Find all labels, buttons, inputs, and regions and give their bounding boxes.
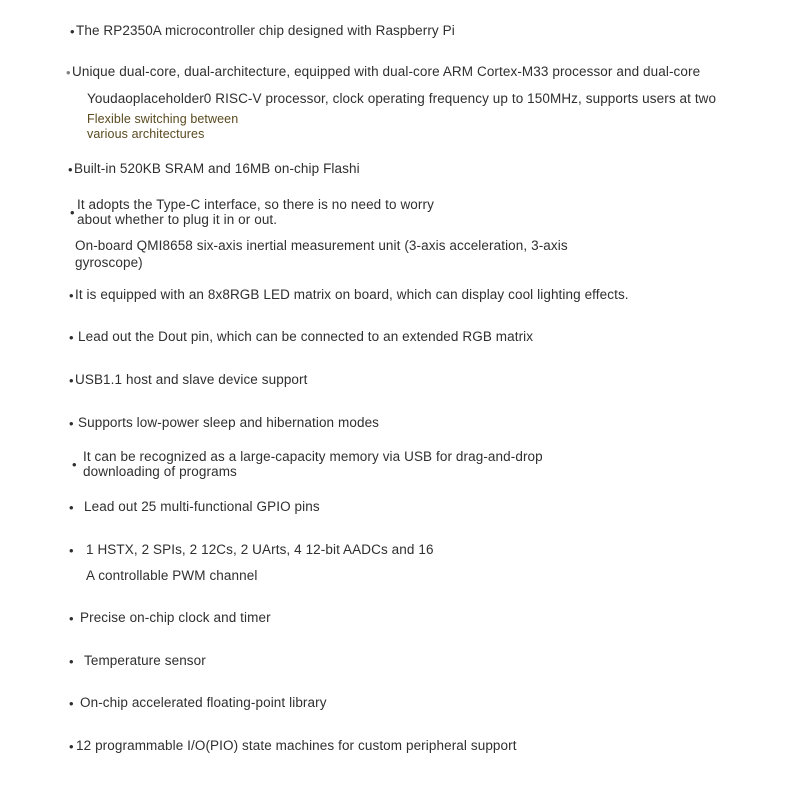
feature-text: It is equipped with an 8x8RGB LED matrix on board, which can display cool lighting effects.: [75, 287, 629, 302]
bullet-marker: •: [72, 457, 77, 472]
feature-text: Youdaoplaceholder0 RISC-V processor, clock operating frequency up to 150MHz, supports users at two: [87, 91, 717, 106]
bullet-marker: •: [69, 416, 74, 431]
feature-text: On-board QMI8658 six-axis inertial measurement unit (3-axis acceleration, 3-axis: [75, 238, 568, 253]
bullet-marker: •: [68, 162, 73, 177]
bullet-marker: •: [66, 65, 71, 80]
feature-text: various architectures: [87, 127, 205, 141]
feature-text: Unique dual-core, dual-architecture, equipped with dual-core ARM Cortex-M33 processor and dual-core: [72, 64, 701, 79]
bullet-marker: •: [69, 330, 74, 345]
bullet-marker: •: [70, 24, 75, 39]
bullet-marker: •: [69, 611, 74, 626]
feature-text: Temperature sensor: [84, 653, 206, 668]
feature-text: Flexible switching between: [87, 112, 239, 126]
bullet-marker: •: [70, 205, 75, 220]
feature-text: Lead out the Dout pin, which can be connected to an extended RGB matrix: [78, 329, 534, 344]
feature-text: It adopts the Type-C interface, so there is no need to worry: [77, 197, 434, 212]
feature-text: A controllable PWM channel: [86, 568, 258, 583]
feature-text: 12 programmable I/O(PIO) state machines for custom peripheral support: [76, 738, 517, 753]
bullet-marker: •: [69, 288, 74, 303]
feature-text: USB1.1 host and slave device support: [75, 372, 308, 387]
feature-text: gyroscope): [75, 255, 143, 270]
feature-text: about whether to plug it in or out.: [77, 212, 278, 227]
bullet-marker: •: [69, 739, 74, 754]
feature-text: Supports low-power sleep and hibernation modes: [78, 415, 380, 430]
bullet-marker: •: [69, 373, 74, 388]
bullet-marker: •: [69, 500, 74, 515]
feature-text: downloading of programs: [83, 464, 237, 479]
bullet-marker: •: [69, 696, 74, 711]
feature-text: On-chip accelerated floating-point library: [80, 695, 327, 710]
feature-text: Precise on-chip clock and timer: [80, 610, 271, 625]
feature-text: The RP2350A microcontroller chip designed with Raspberry Pi: [76, 23, 455, 38]
bullet-marker: •: [69, 654, 74, 669]
feature-text: Lead out 25 multi-functional GPIO pins: [84, 499, 320, 514]
feature-text: 1 HSTX, 2 SPIs, 2 12Cs, 2 UArts, 4 12-bit AADCs and 16: [86, 542, 434, 557]
feature-text: It can be recognized as a large-capacity memory via USB for drag-and-drop: [83, 449, 543, 464]
feature-text: Built-in 520KB SRAM and 16MB on-chip Flashi: [74, 161, 360, 176]
bullet-marker: •: [69, 543, 74, 558]
